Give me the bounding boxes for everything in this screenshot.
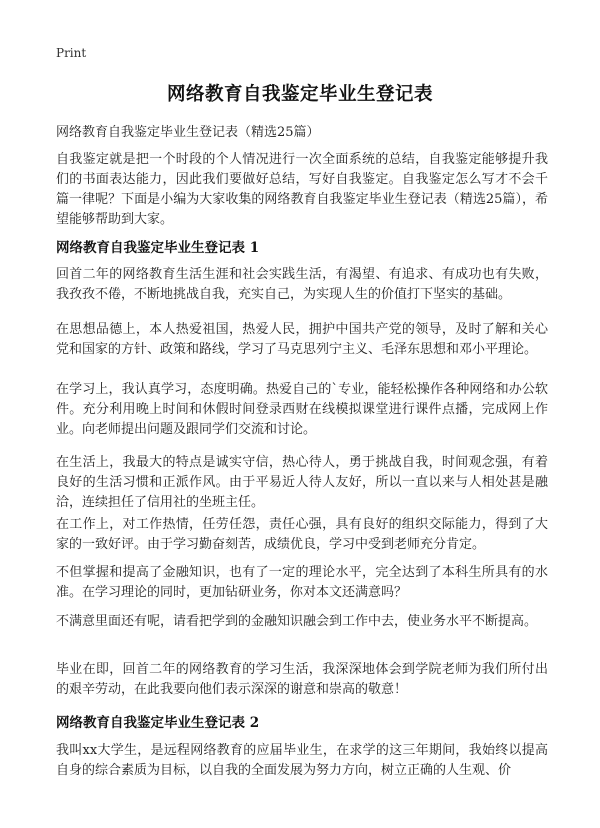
- section-2-heading: 网络教育自我鉴定毕业生登记表 2: [56, 715, 260, 731]
- section-1-paragraph-7: 不满意里面还有呢，请看把学到的金融知识融会到工作中去，使业务水平不断提高。: [56, 614, 538, 629]
- section-1-heading: 网络教育自我鉴定毕业生登记表 1: [56, 240, 260, 256]
- intro-paragraph: 自我鉴定就是把一个时段的个人情况进行一次全面系统的总结，自我鉴定能够提升我们的书面表达能力，因此我们要做好总结，写好自我鉴定。自我鉴定怎么写才不会千篇一律呢？下面是小编为大家收集的网络教育自我鉴定毕业生登记表（精选25篇），希望能够帮助到大家。: [56, 152, 548, 227]
- print-link[interactable]: Print: [56, 46, 87, 60]
- section-1-paragraph-2: 在思想品德上，本人热爱祖国，热爱人民，拥护中国共产党的领导，及时了解和关心党和国家的方针、政策和路线，学习了马克思列宁主义、毛泽东思想和邓小平理论。: [56, 322, 548, 357]
- section-1-paragraph-4: 在生活上，我最大的特点是诚实守信，热心待人，勇于挑战自我，时间观念强，有着良好的生活习惯和正派作风。由于平易近人待人友好，所以一直以来与人相处甚是融洽，连续担任了信用社的坐班主任。: [56, 455, 548, 510]
- section-1-paragraph-3: 在学习上，我认真学习，态度明确。热爱自己的`专业，能轻松操作各种网络和办公软件。充分利用晚上时间和休假时间登录西财在线模拟课堂进行课件点播，完成网上作业。向老师提出问题及跟同学们交流和讨论。: [56, 382, 548, 437]
- document-subtitle: 网络教育自我鉴定毕业生登记表（精选25篇）: [56, 125, 320, 140]
- document-title: 网络教育自我鉴定毕业生登记表: [166, 84, 433, 105]
- section-1-paragraph-1: 回首二年的网络教育生活生涯和社会实践生活，有渴望、有追求、有成功也有失败，我孜孜不倦，不断地挑战自我，充实自己，为实现人生的价值打下坚实的基础。: [56, 267, 548, 302]
- section-1-paragraph-8: 毕业在即，回首二年的网络教育的学习生活，我深深地体会到学院老师为我们所付出的艰辛劳动，在此我要向他们表示深深的谢意和崇高的敬意！: [56, 662, 548, 697]
- section-2-paragraph-1: 我叫xx大学生，是远程网络教育的应届毕业生，在求学的这三年期间，我始终以提高自身的综合素质为目标，以自我的全面发展为努力方向，树立正确的人生观、价: [56, 743, 548, 778]
- section-1-paragraph-5: 在工作上，对工作热情，任劳任怨，责任心强，具有良好的组织交际能力，得到了大家的一致好评。由于学习勤奋刻苦，成绩优良，学习中受到老师充分肯定。: [56, 517, 548, 552]
- section-1-paragraph-6: 不但掌握和提高了金融知识，也有了一定的理论水平，完全达到了本科生所具有的水准。在学习理论的同时，更加钻研业务，你对本文还满意吗？: [56, 565, 548, 600]
